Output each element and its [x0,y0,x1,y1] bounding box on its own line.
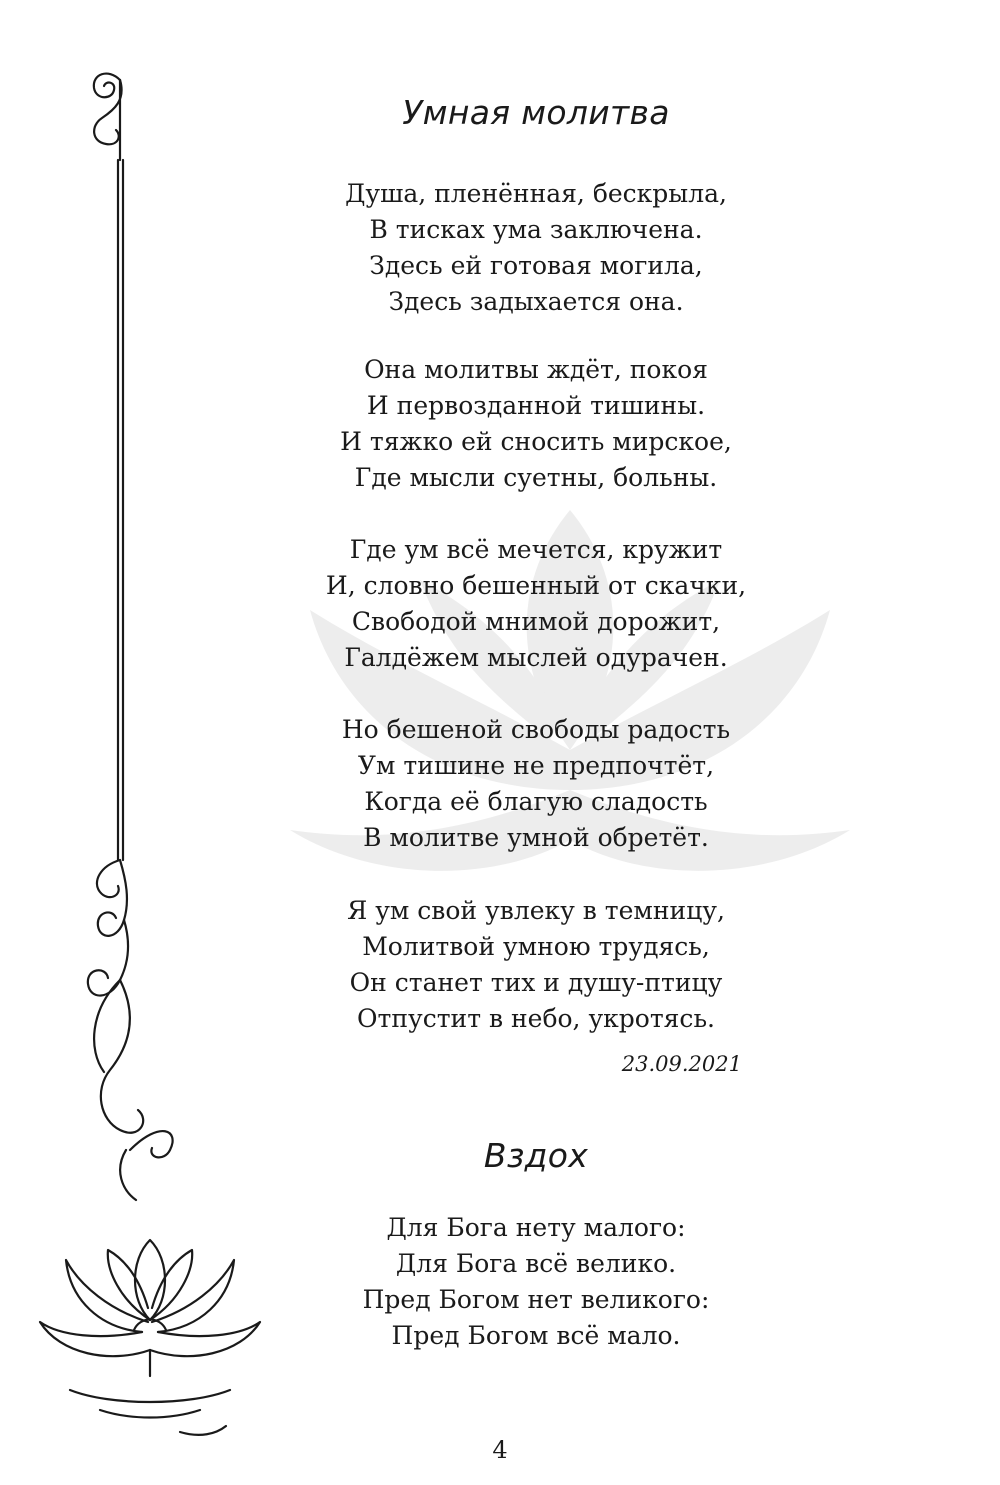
page-number: 4 [492,1436,508,1464]
verse-line: Где ум всё мечется, кружит [349,535,723,564]
stanza [300,352,772,496]
verse-line: Но бешеной свободы радость [341,715,731,744]
verse-line: Галдёжем мыслей одурачен. [344,643,728,672]
verse-line: Свободой мнимой дорожит, [351,607,721,636]
verse-line: Пред Богом всё мало. [391,1321,681,1350]
verse-line: Когда её благую сладость [364,787,708,816]
verse-line: Я ум свой увлеку в темницу, [347,896,725,925]
stanza [300,176,772,320]
poem-title: Вздох [483,1136,589,1175]
verse-line: Он станет тих и душу-птицу [349,968,723,997]
verse-line: Здесь задыхается она. [388,287,684,316]
verse-line: Душа, пленённая, бескрыла, [345,179,727,208]
stanza [300,532,772,676]
verse-line: И первозданной тишины. [366,391,706,420]
verse-line: И тяжко ей сносить мирское, [340,427,732,456]
verse-line: В тисках ума заключена. [369,215,703,244]
verse-line: Здесь ей готовая могила, [369,251,703,280]
stanza [300,712,772,856]
stanza [300,893,772,1037]
poem-title: Умная молитва [402,93,670,132]
lotus-vine-border-icon [30,60,270,1480]
stanza [300,1210,772,1354]
verse-line: Для Бога всё велико. [395,1249,677,1278]
verse-line: И, словно бешенный от скачки, [325,571,747,600]
verse-line: Она молитвы ждёт, покоя [364,355,708,384]
verse-line: Пред Богом нет великого: [362,1285,710,1314]
verse-line: Молитвой умною трудясь, [362,932,710,961]
verse-line: Для Бога нету малого: [386,1213,686,1242]
verse-line: Отпустит в небо, укротясь. [357,1004,715,1033]
verse-line: Где мысли суетны, больны. [354,463,718,492]
verse-line: В молитве умной обретёт. [363,823,709,852]
verse-line: Ум тишине не предпочтёт, [357,751,715,780]
poem-date: 23.09.2021 [621,1052,742,1076]
